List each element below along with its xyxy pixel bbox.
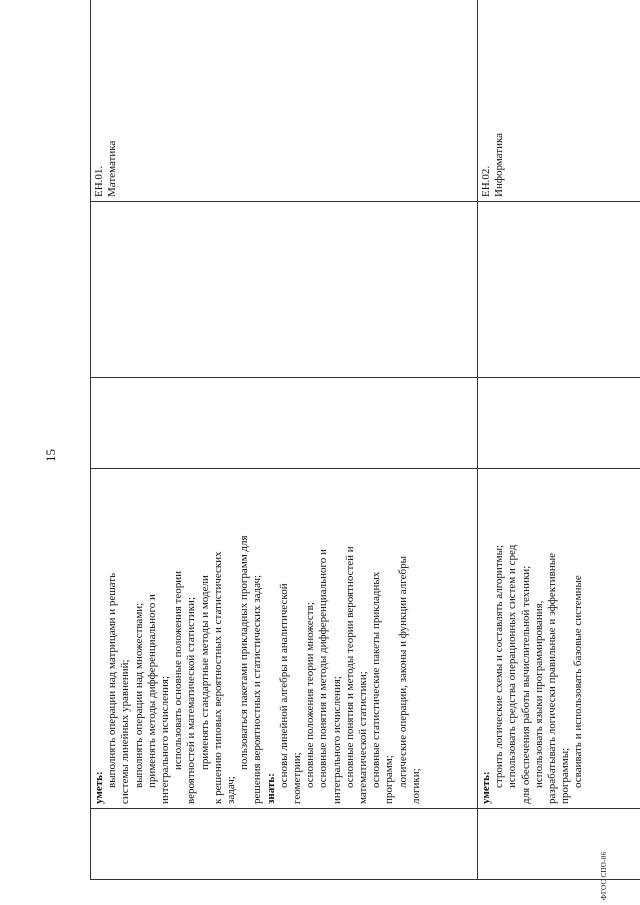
discipline-name: Математика	[106, 140, 119, 197]
skills-heading: уметь:	[93, 771, 105, 804]
hours-cell-2	[91, 202, 478, 378]
text-line: пользоваться пакетами прикладных программ для	[238, 535, 251, 770]
text-line: логики;	[409, 768, 422, 804]
text-line: основные понятия и методы дифференциального и	[317, 549, 330, 788]
text-line: использовать основные положения теории	[172, 570, 185, 770]
skills-list	[106, 473, 264, 804]
discipline-cell	[91, 0, 478, 202]
text-line: основные статистические пакеты прикладных	[370, 571, 383, 788]
text-line: программы;	[559, 747, 572, 804]
table-row	[478, 0, 640, 880]
text-line: основные положения теории множеств;	[304, 602, 317, 788]
hours-cell	[478, 378, 640, 469]
discipline-name: Информатика	[493, 132, 506, 197]
skills-list	[493, 473, 585, 804]
text-line: основы линейной алгебры и аналитической	[277, 583, 290, 788]
text-line: применять методы дифференциального и	[145, 594, 158, 788]
hours-cell	[91, 378, 478, 469]
text-line: выполнять операции над матрицами и решать	[106, 572, 119, 788]
text-line: строить логические схемы и составлять алгоритмы;	[493, 544, 506, 788]
table-row	[91, 0, 478, 880]
text-line: применять стандартные методы и модели	[198, 575, 211, 770]
discipline-code: ЕН.01.	[93, 165, 105, 197]
text-line: решения вероятностных и статистических задач;	[251, 574, 264, 804]
text-line: интегрального исчисления;	[159, 676, 172, 804]
text-line: основные понятия и методы теории вероятностей и	[343, 546, 356, 788]
index-cell	[478, 809, 640, 880]
text-line: программ;	[383, 755, 396, 804]
text-line: к решению типовых вероятностных и статистических	[211, 551, 224, 804]
text-line: геометрии;	[291, 752, 304, 804]
text-line: для обеспечения работы вычислительной техники;	[519, 565, 532, 804]
discipline-code: ЕН.02.	[480, 165, 492, 197]
text-line: математической статистики;	[357, 671, 370, 804]
text-line: использовать языки программирования,	[532, 600, 545, 788]
page-number: 15	[43, 449, 58, 462]
knowledge-heading: знать:	[264, 773, 277, 804]
index-cell	[91, 809, 478, 880]
text-line: использовать средства операционных систем и сред	[506, 544, 519, 788]
skills-heading: уметь:	[480, 771, 492, 804]
hours-cell-2	[478, 202, 640, 378]
requirements-cell	[478, 469, 640, 809]
text-line: осваивать и использовать базовые системные	[572, 575, 585, 788]
text-line: системы линейных уравнений;	[119, 659, 132, 804]
footer-label: ФГОС СПО-06	[600, 851, 608, 900]
text-line: вероятностей и математической статистики;	[185, 597, 198, 804]
knowledge-list	[278, 473, 423, 804]
text-line: логические операции, законы и функции алгебры	[396, 555, 409, 788]
text-line: выполнять операции над множествами;	[132, 602, 145, 788]
text-line: интегрального исчисления;	[330, 676, 343, 804]
text-line: разрабатывать логически правильные и эффективные	[546, 552, 559, 804]
discipline-cell	[478, 0, 640, 202]
requirements-cell	[91, 469, 478, 809]
text-line: задач;	[225, 776, 238, 804]
standards-table	[90, 0, 640, 880]
